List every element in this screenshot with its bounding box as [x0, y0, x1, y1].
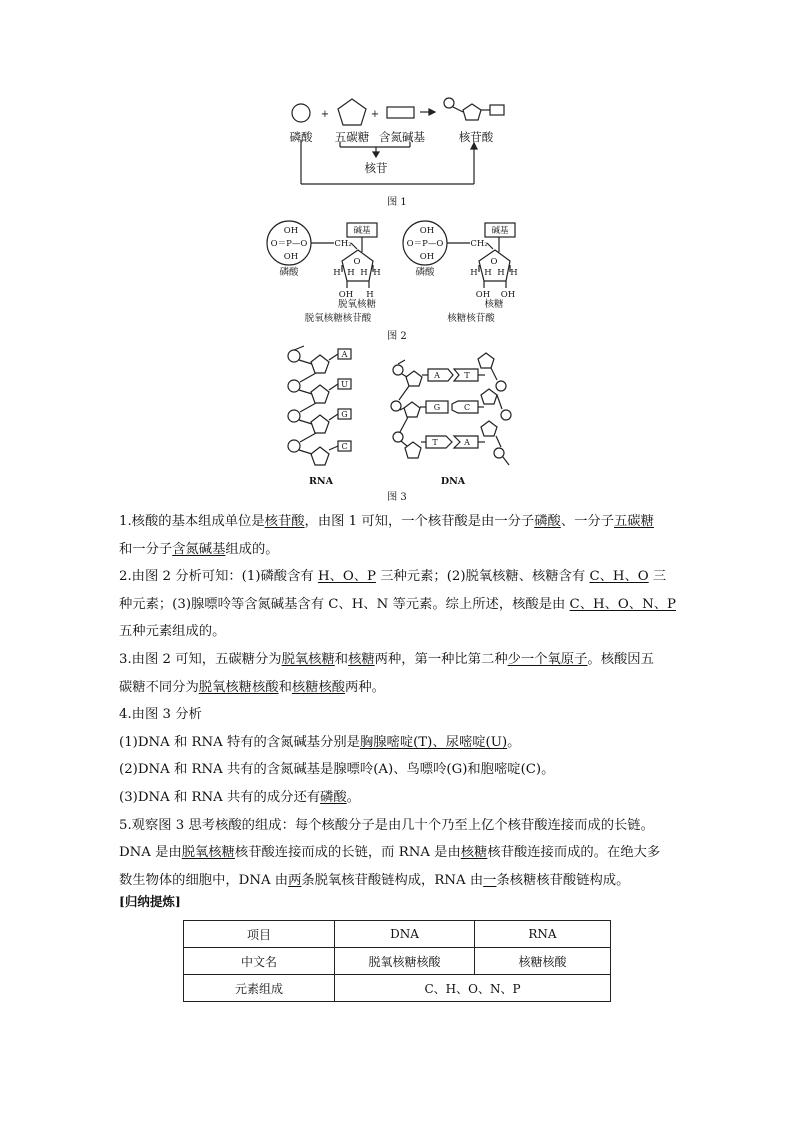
text-span: 碳糖不同分为 — [119, 679, 199, 695]
fig2-left-ring-o: O — [353, 257, 361, 267]
text-span: 核苷酸连接而成的。在绝大多 — [487, 845, 661, 861]
fig2-left-h2: H — [347, 268, 355, 278]
fig2-left-phosphate-label: 磷酸 — [279, 267, 299, 278]
fig1-caption: 图 1 — [387, 197, 407, 208]
figure-3-dna-double-strand — [391, 353, 511, 465]
text-span: 三 — [648, 569, 667, 585]
fig2-left-base-box: 碱基 — [353, 226, 371, 236]
fig1-plus-2: + — [370, 109, 380, 120]
dna-pair-3-right: A — [464, 438, 470, 447]
fig2-right-oh-bottom: OH — [419, 252, 435, 262]
text-span: 条脱氧核苷酸链构成，RNA 由 — [301, 872, 484, 888]
row-dna-value: 脱氧核糖核酸 — [335, 948, 475, 975]
fig2-right-h1: H — [470, 268, 478, 278]
paragraph-4-heading: 4.由图 3 分析 — [119, 707, 202, 723]
fig3-dna-label: DNA — [440, 476, 466, 487]
answer-blank: 脱氧核糖核酸 — [198, 679, 279, 695]
paragraph-1-line-1 — [119, 508, 699, 536]
body-text — [119, 508, 699, 894]
rna-base-2: U — [341, 380, 348, 389]
answer-blank: 核糖 — [460, 845, 488, 861]
rna-base-4: C — [341, 442, 348, 451]
base-rectangle-icon — [387, 107, 414, 118]
paragraph-4-sub-1 — [119, 729, 699, 757]
rna-base-3: G — [341, 410, 348, 419]
fig2-right-h2: H — [484, 268, 492, 278]
fig2-right-oh-top: OH — [419, 226, 435, 236]
paragraph-2-line-3 — [119, 618, 699, 646]
fig1-label-pentose: 五碳糖 — [334, 130, 370, 144]
table-header-row — [184, 921, 611, 948]
answer-blank: 脱氧核糖 — [281, 651, 335, 667]
fig2-left-h4: H — [373, 268, 381, 278]
row-label: 中文名 — [184, 948, 335, 975]
paragraph-2-line-1 — [119, 563, 699, 591]
answer-blank: 胸腺嘧啶(T)、尿嘧啶(U) — [359, 734, 508, 750]
dna-pair-3-left: T — [432, 438, 438, 447]
fig2-right-phosphate-label: 磷酸 — [415, 267, 435, 278]
answer-blank: 核糖核酸 — [291, 679, 346, 695]
table-row — [184, 975, 611, 1002]
fig2-right-ch2: CH₂ — [470, 239, 488, 249]
fig2-right-sugar-label: 核糖 — [484, 299, 504, 310]
answer-blank: C、H、O — [589, 569, 649, 585]
text-span: 组成的。 — [225, 541, 279, 557]
header-dna: DNA — [335, 921, 475, 948]
paragraph-5-line-1: 5.观察图 3 思考核酸的组成：每个核酸分子是由几十个乃至上亿个核苷酸连接而成的长链。 — [119, 817, 654, 833]
text-span: (1)DNA 和 RNA 特有的含氮碱基分别是 — [119, 734, 360, 750]
text-span: 数生物体的细胞中，DNA 由 — [119, 872, 289, 888]
fig2-left-name: 脱氧核糖核苷酸 — [304, 313, 372, 324]
text-span: 三种元素；(2)脱氧核糖、核糖含有 — [375, 569, 590, 585]
text-span: 五种元素组成的。 — [119, 624, 226, 640]
text-span: 和一分子 — [119, 541, 173, 557]
fig2-left-h5: H — [366, 290, 374, 300]
paragraph-1-line-2 — [119, 536, 699, 564]
paragraph-5-line-3 — [119, 867, 699, 895]
answer-blank: C、H、O、N、P — [569, 596, 676, 612]
answer-blank: H、O、P — [317, 569, 376, 585]
paragraph-3-line-2 — [119, 674, 699, 702]
fig1-plus-1: + — [320, 109, 330, 120]
answer-blank: 核糖 — [348, 651, 375, 667]
dna-pair-2-right: C — [463, 403, 471, 412]
fig2-left-core: O＝P—O — [270, 239, 308, 249]
rna-base-1: A — [341, 350, 348, 359]
fig2-right-oh2: OH — [500, 290, 516, 300]
text-span: 核苷酸连接而成的长链，而 RNA 是由 — [234, 845, 461, 861]
fig2-left-oh-bottom: OH — [283, 252, 299, 262]
paragraph-4-sub-2: (2)DNA 和 RNA 共有的含氮碱基是腺嘌呤(A)、鸟嘌呤(G)和胞嘧啶(C)。 — [119, 762, 555, 778]
text-span: ，由图 1 可知，一个核苷酸是由一分子 — [304, 514, 535, 529]
dna-pair-1-left: A — [434, 371, 440, 380]
answer-blank: 脱氧核糖 — [181, 845, 235, 861]
text-span: 、一分子 — [560, 514, 614, 529]
fig2-right-core: O＝P—O — [406, 239, 444, 249]
text-span: 和 — [334, 651, 349, 667]
summary-table — [183, 920, 611, 1002]
fig2-left-sugar-label: 脱氧核糖 — [337, 299, 377, 310]
fig2-left-oh-top: OH — [283, 226, 299, 236]
header-rna: RNA — [475, 921, 611, 948]
text-span: 两种。 — [345, 679, 385, 695]
fig2-right-h4: H — [510, 268, 518, 278]
fig2-caption: 图 2 — [387, 331, 407, 342]
fig2-left-h3: H — [360, 268, 368, 278]
answer-blank: 含氮碱基 — [172, 541, 226, 557]
text-span: 。核酸因五 — [587, 651, 654, 667]
fig2-left-oh: OH — [338, 290, 354, 300]
fig1-label-nucleotide: 核苷酸 — [458, 130, 494, 144]
answer-blank: 磷酸 — [534, 514, 561, 529]
fig1-label-base: 含氮碱基 — [379, 130, 425, 144]
row-rna-value: 核糖核酸 — [475, 948, 611, 975]
text-span: 1.核酸的基本组成单位是 — [119, 514, 265, 529]
fig2-right-base-box: 碱基 — [491, 226, 509, 236]
row-label: 元素组成 — [184, 975, 335, 1002]
text-span: 2.由图 2 分析可知：(1)磷酸含有 — [119, 569, 318, 585]
text-span: 和 — [278, 679, 292, 695]
paragraph-2-line-2 — [119, 591, 699, 619]
phosphate-circle-icon — [292, 104, 310, 122]
table-row — [184, 948, 611, 975]
text-span: 条核糖核苷酸链构成。 — [496, 872, 630, 888]
answer-blank: 磷酸 — [320, 789, 347, 805]
fig2-right-ring-o: O — [490, 257, 498, 267]
text-span: 。 — [507, 734, 521, 750]
pentose-pentagon-icon — [338, 99, 366, 125]
fig3-rna-label: RNA — [309, 476, 333, 487]
answer-blank: 两 — [288, 872, 302, 888]
fig2-right-oh1: OH — [475, 290, 491, 300]
fig1-label-phosphate: 磷酸 — [289, 130, 313, 144]
text-span: DNA 是由 — [119, 845, 182, 861]
row-shared-value: C、H、O、N、P — [335, 975, 611, 1002]
text-span: 。 — [346, 789, 360, 805]
fig3-caption: 图 3 — [387, 492, 407, 503]
paragraph-3-line-1 — [119, 646, 699, 674]
paragraph-5-line-2 — [119, 839, 699, 867]
answer-blank: 五碳糖 — [614, 514, 654, 529]
fig2-left-h1: H — [333, 268, 341, 278]
answer-blank: 少一个氧原子 — [507, 651, 588, 667]
answer-blank: 核苷酸 — [264, 514, 305, 529]
dna-pair-1-right: T — [464, 371, 470, 380]
summary-title: [归纳提炼] — [119, 894, 181, 909]
fig2-left-ch2: CH₂ — [334, 239, 352, 249]
fig2-right-name: 核糖核苷酸 — [447, 313, 495, 324]
header-item: 项目 — [184, 921, 335, 948]
fig2-right-h3: H — [497, 268, 505, 278]
text-span: 两种，第一种比第二种 — [374, 651, 508, 667]
answer-blank: 一 — [483, 872, 497, 888]
text-span: 3.由图 2 可知，五碳糖分为 — [119, 651, 282, 667]
paragraph-4-sub-3 — [119, 784, 699, 812]
dna-pair-2-left: G — [433, 403, 441, 412]
text-span: (3)DNA 和 RNA 共有的成分还有 — [119, 789, 321, 805]
text-span: 种元素；(3)腺嘌呤等含氮碱基含有 C、H、N 等元素。综上所述，核酸是由 — [119, 596, 570, 612]
figures-canvas — [0, 0, 794, 505]
fig1-label-nucleoside: 核苷 — [364, 161, 388, 175]
